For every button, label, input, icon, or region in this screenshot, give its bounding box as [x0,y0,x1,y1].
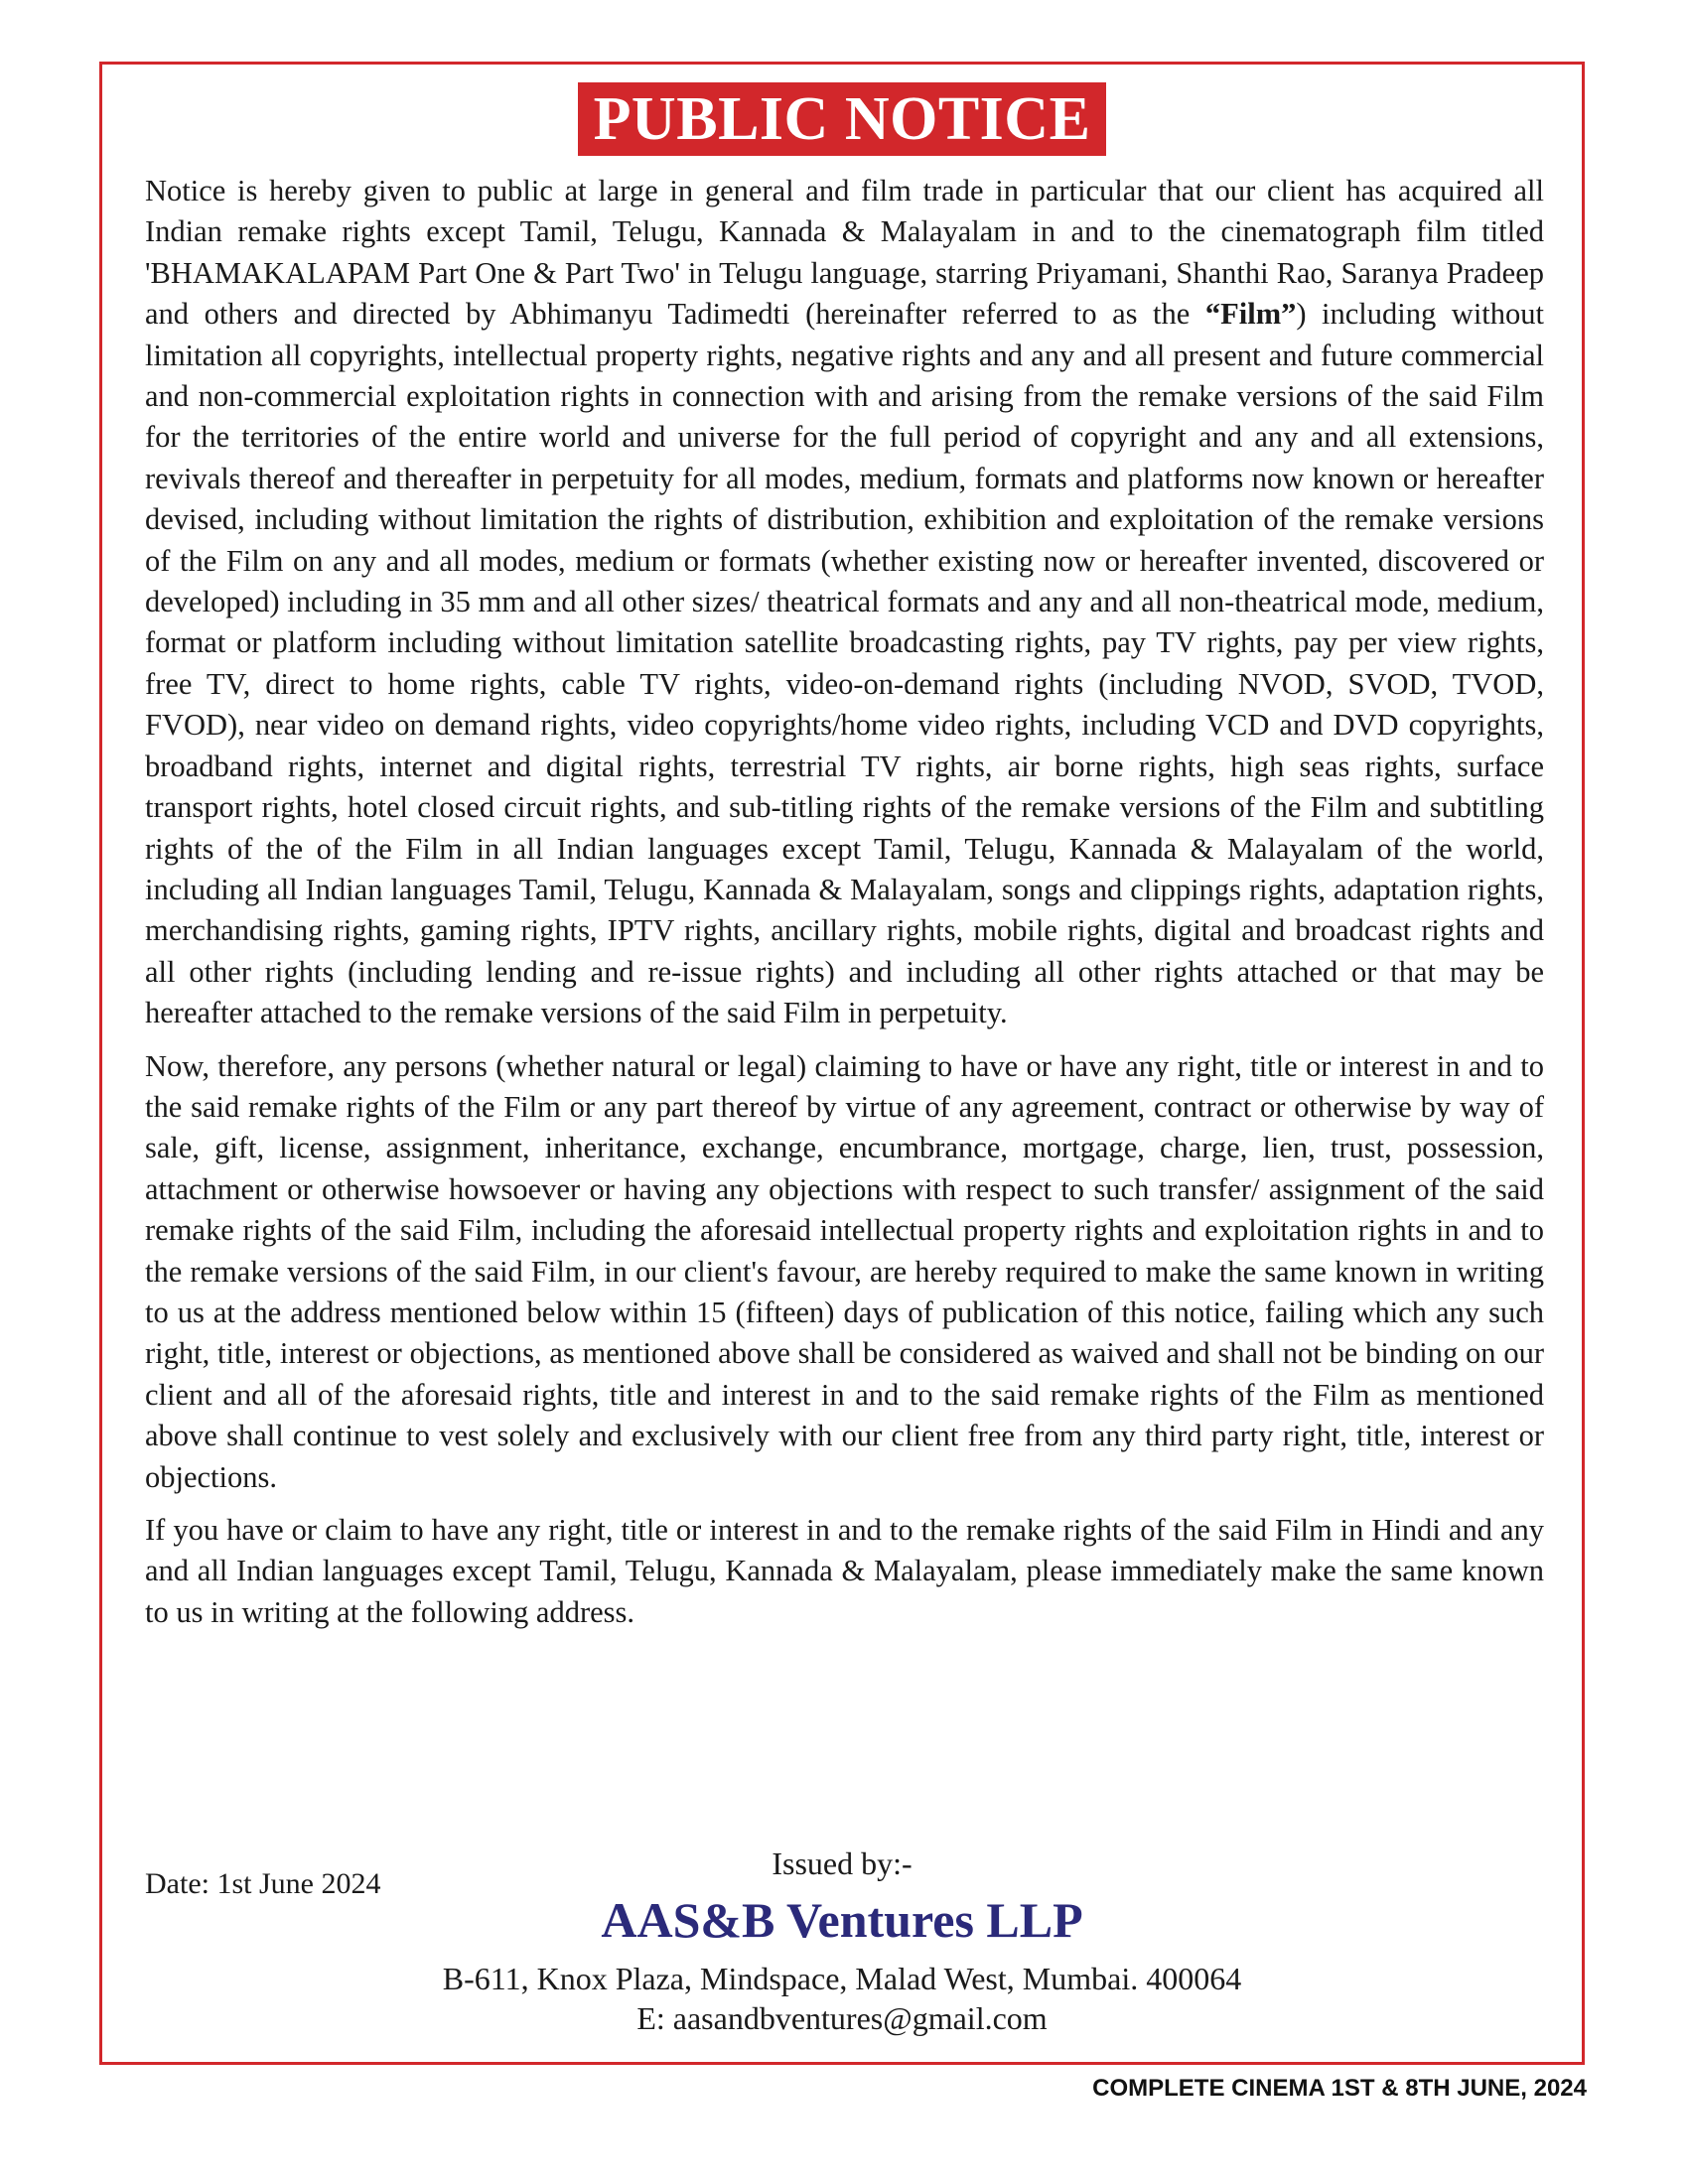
notice-title: PUBLIC NOTICE [578,82,1107,156]
notice-body [145,171,1544,1645]
notice-frame [99,62,1585,2065]
paragraph-1-text-a: Notice is hereby given to public at large in general and film trade in particular that our client has acquired all Indian remake rights except Tamil, Telugu, Kannada & Malayalam in and to the cinematograph film titled 'BHAMAKALAPAM Part One & Part Two' in Telugu language, starring Priyamani, Shanthi Rao, Saranya Pradeep and others and directed by Abhimanyu Tadimedti (hereinafter referred to as the [145,174,1544,332]
company-email: E: aasandbventures@gmail.com [636,2000,1048,2036]
paragraph-1 [145,171,1544,1034]
paragraph-1-text-b: ) including without limitation all copyrights, intellectual property rights, negative rights and any and all present and future commercial and non-commercial exploitation rights in connection with and arising from the remake versions of the said Film for the territories of the entire world and universe for the full period of copyright and any and all extensions, revivals thereof and thereafter in perpetuity for all modes, medium, formats and platforms now known or hereafter devised, including without limitation the rights of distribution, exhibition and exploitation of the remake versions of the Film on any and all modes, medium or formats (whether existing now or hereafter invented, discovered or developed) including in 35 mm and all other sizes/ theatrical formats and any and all non-theatrical mode, medium, format or platform including without limitation satellite broadcasting rights, pay TV rights, pay per view rights, free TV, direct to home rights, cable TV rights, video-on-demand rights (including NVOD, SVOD, TVOD, FVOD), near video on demand rights, video copyrights/home video rights, including VCD and DVD copyrights, broadband rights, internet and digital rights, terrestrial TV rights, air borne rights, high seas rights, surface transport rights, hotel closed circuit rights, and sub-titling rights of the remake versions of the Film and subtitling rights of the of the Film in all Indian languages except Tamil, Telugu, Kannada & Malayalam of the world, including all Indian languages Tamil, Telugu, Kannada & Malayalam, songs and clippings rights, adaptation rights, merchandising rights, gaming rights, IPTV rights, ancillary rights, mobile rights, digital and broadcast rights and all other rights (including lending and re-issue rights) and including all other rights attached or that may be hereafter attached to the remake versions of the said Film in perpetuity. [145,297,1544,1030]
notice-date: Date: 1st June 2024 [145,1867,381,1900]
film-term: “Film” [1204,297,1297,332]
company-address: B-611, Knox Plaza, Mindspace, Malad West, Mumbai. 400064 [442,1961,1242,1996]
issued-by-label: Issued by:- [772,1845,913,1881]
publication-footer: COMPLETE CINEMA 1ST & 8TH JUNE, 2024 [1092,2075,1587,2102]
title-container [102,82,1582,156]
paragraph-2: Now, therefore, any persons (whether natural or legal) claiming to have or have any right, title or interest in and to the said remake rights of the Film or any part thereof by virtue of any agreement, contract or otherwise by way of sale, gift, license, assignment, inheritance, exchange, encumbrance, mortgage, charge, lien, trust, possession, attachment or otherwise howsoever or having any objections with respect to such transfer/ assignment of the said remake rights of the said Film, including the aforesaid intellectual property rights and exploitation rights in and to the remake versions of the said Film, in our client's favour, are hereby required to make the same known in writing to us at the address mentioned below within 15 (fifteen) days of publication of this notice, failing which any such right, title, interest or objections, as mentioned above shall be considered as waived and shall not be binding on our client and all of the aforesaid rights, title and interest in and to the said remake rights of the Film as mentioned above shall continue to vest solely and exclusively with our client free from any third party right, title, interest or objections. [145,1048,1544,1494]
company-name: AAS&B Ventures LLP [601,1892,1083,1948]
paragraph-3: If you have or claim to have any right, title or interest in and to the remake rights of the said Film in Hindi and any and all Indian languages except Tamil, Telugu, Kannada & Malayalam, please immediately make the same known to us in writing at the following address. [145,1513,1544,1629]
